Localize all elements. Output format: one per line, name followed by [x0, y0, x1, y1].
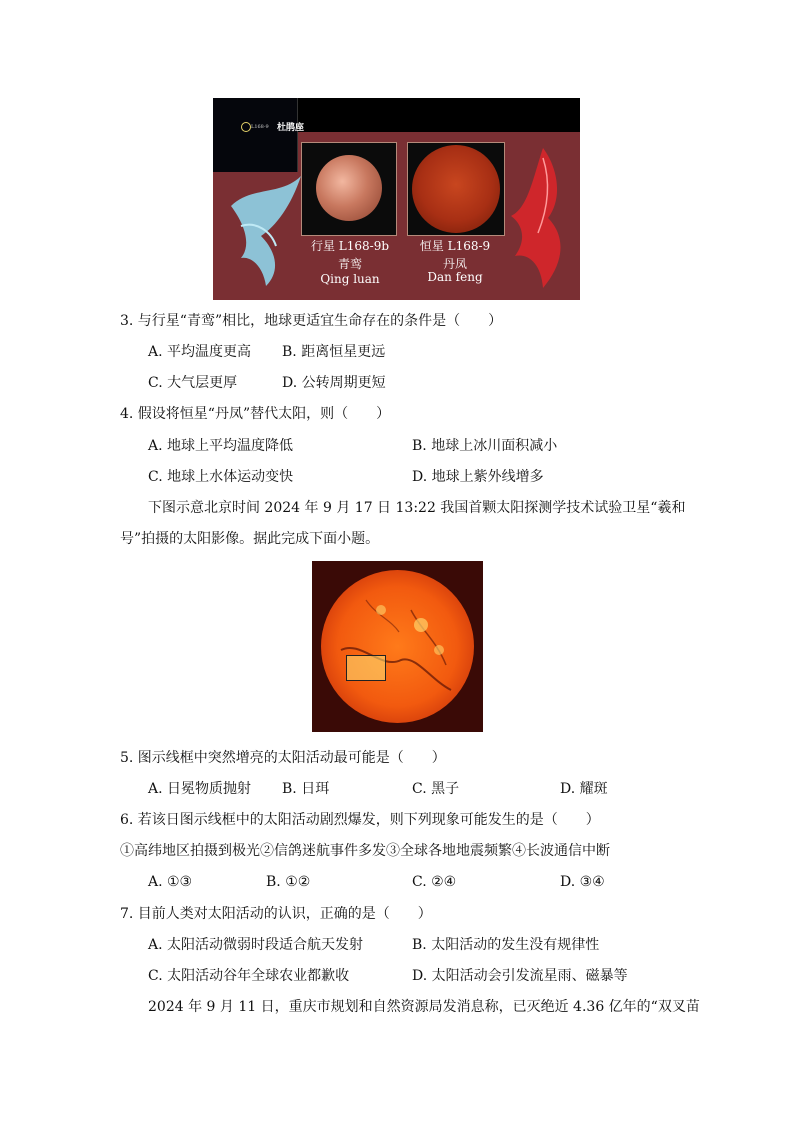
question-3-option-c[interactable]: C. 大气层更厚 — [148, 375, 238, 391]
star-marker-icon — [241, 122, 251, 132]
planet-name-cn: 青鸾 — [337, 257, 362, 271]
question-4-stem: 4. 假设将恒星“丹凤”替代太阳，则（ ） — [120, 406, 391, 422]
question-4-option-c[interactable]: C. 地球上水体运动变快 — [148, 469, 294, 485]
question-7-option-c[interactable]: C. 太阳活动谷年全球农业都歉收 — [148, 968, 350, 984]
question-4-option-b[interactable]: B. 地球上冰川面积减小 — [412, 438, 558, 454]
question-6-option-c[interactable]: C. ②④ — [412, 874, 457, 890]
exoplanet-figure — [213, 98, 580, 300]
star-name-en: Dan feng — [427, 270, 483, 284]
question-5-option-c[interactable]: C. 黑子 — [412, 781, 460, 797]
question-6-option-b[interactable]: B. ①② — [266, 874, 311, 890]
star-image — [412, 145, 500, 233]
question-6-stem: 6. 若该日图示线框中的太阳活动剧烈爆发，则下列现象可能发生的是（ ） — [120, 812, 600, 828]
sun-image-figure — [312, 561, 483, 732]
planet-name-en: Qing luan — [320, 272, 380, 286]
intro-paragraph-line-1: 下图示意北京时间 2024 年 9 月 17 日 13:22 我国首颗太阳探测学技术试验卫星“羲和 — [148, 500, 686, 516]
highlight-frame-box — [346, 655, 386, 681]
question-5-option-d[interactable]: D. 耀斑 — [560, 781, 608, 797]
question-6-statements: ①高纬地区拍摄到极光②信鸽迷航事件多发③全球各地地震频繁④长波通信中断 — [120, 843, 610, 859]
question-7-stem: 7. 目前人类对太阳活动的认识，正确的是（ ） — [120, 906, 432, 922]
constellation-label: 杜鹃座 — [277, 123, 305, 133]
question-3-option-a[interactable]: A. 平均温度更高 — [148, 344, 252, 360]
question-3-option-d[interactable]: D. 公转周期更短 — [282, 375, 386, 391]
question-5-option-b[interactable]: B. 日珥 — [282, 781, 330, 797]
red-phoenix-icon — [503, 138, 578, 298]
sun-surface-detail — [321, 570, 474, 723]
star-name-cn: 丹凤 — [442, 257, 467, 271]
intro-paragraph-line-2: 号”拍摄的太阳影像。据此完成下面小题。 — [120, 531, 380, 547]
question-7-option-b[interactable]: B. 太阳活动的发生没有规律性 — [412, 937, 600, 953]
question-4-option-a[interactable]: A. 地球上平均温度降低 — [148, 438, 294, 454]
question-5-stem: 5. 图示线框中突然增亮的太阳活动最可能是（ ） — [120, 750, 446, 766]
planet-panel — [301, 142, 397, 236]
question-7-option-a[interactable]: A. 太阳活动微弱时段适合航天发射 — [148, 937, 364, 953]
intro-paragraph-3: 2024 年 9 月 11 日，重庆市规划和自然资源局发消息称，已灭绝近 4.36 亿年的“双叉苗 — [148, 999, 700, 1015]
planet-caption: 行星 L168-9b — [310, 239, 390, 253]
star-map-inset — [213, 98, 298, 172]
question-3-option-b[interactable]: B. 距离恒星更远 — [282, 344, 386, 360]
question-3-stem: 3. 与行星“青鸾”相比，地球更适宜生命存在的条件是（ ） — [120, 313, 503, 329]
question-6-option-a[interactable]: A. ①③ — [148, 874, 193, 890]
question-5-option-a[interactable]: A. 日冕物质抛射 — [148, 781, 252, 797]
question-4-option-d[interactable]: D. 地球上紫外线增多 — [412, 469, 544, 485]
star-map-tag: L168-9 — [251, 124, 269, 130]
star-panel — [407, 142, 505, 236]
question-6-option-d[interactable]: D. ③④ — [560, 874, 605, 890]
planet-image — [316, 155, 382, 221]
question-7-option-d[interactable]: D. 太阳活动会引发流星雨、磁暴等 — [412, 968, 628, 984]
star-caption: 恒星 L168-9 — [419, 239, 491, 253]
blue-phoenix-icon — [221, 166, 313, 294]
